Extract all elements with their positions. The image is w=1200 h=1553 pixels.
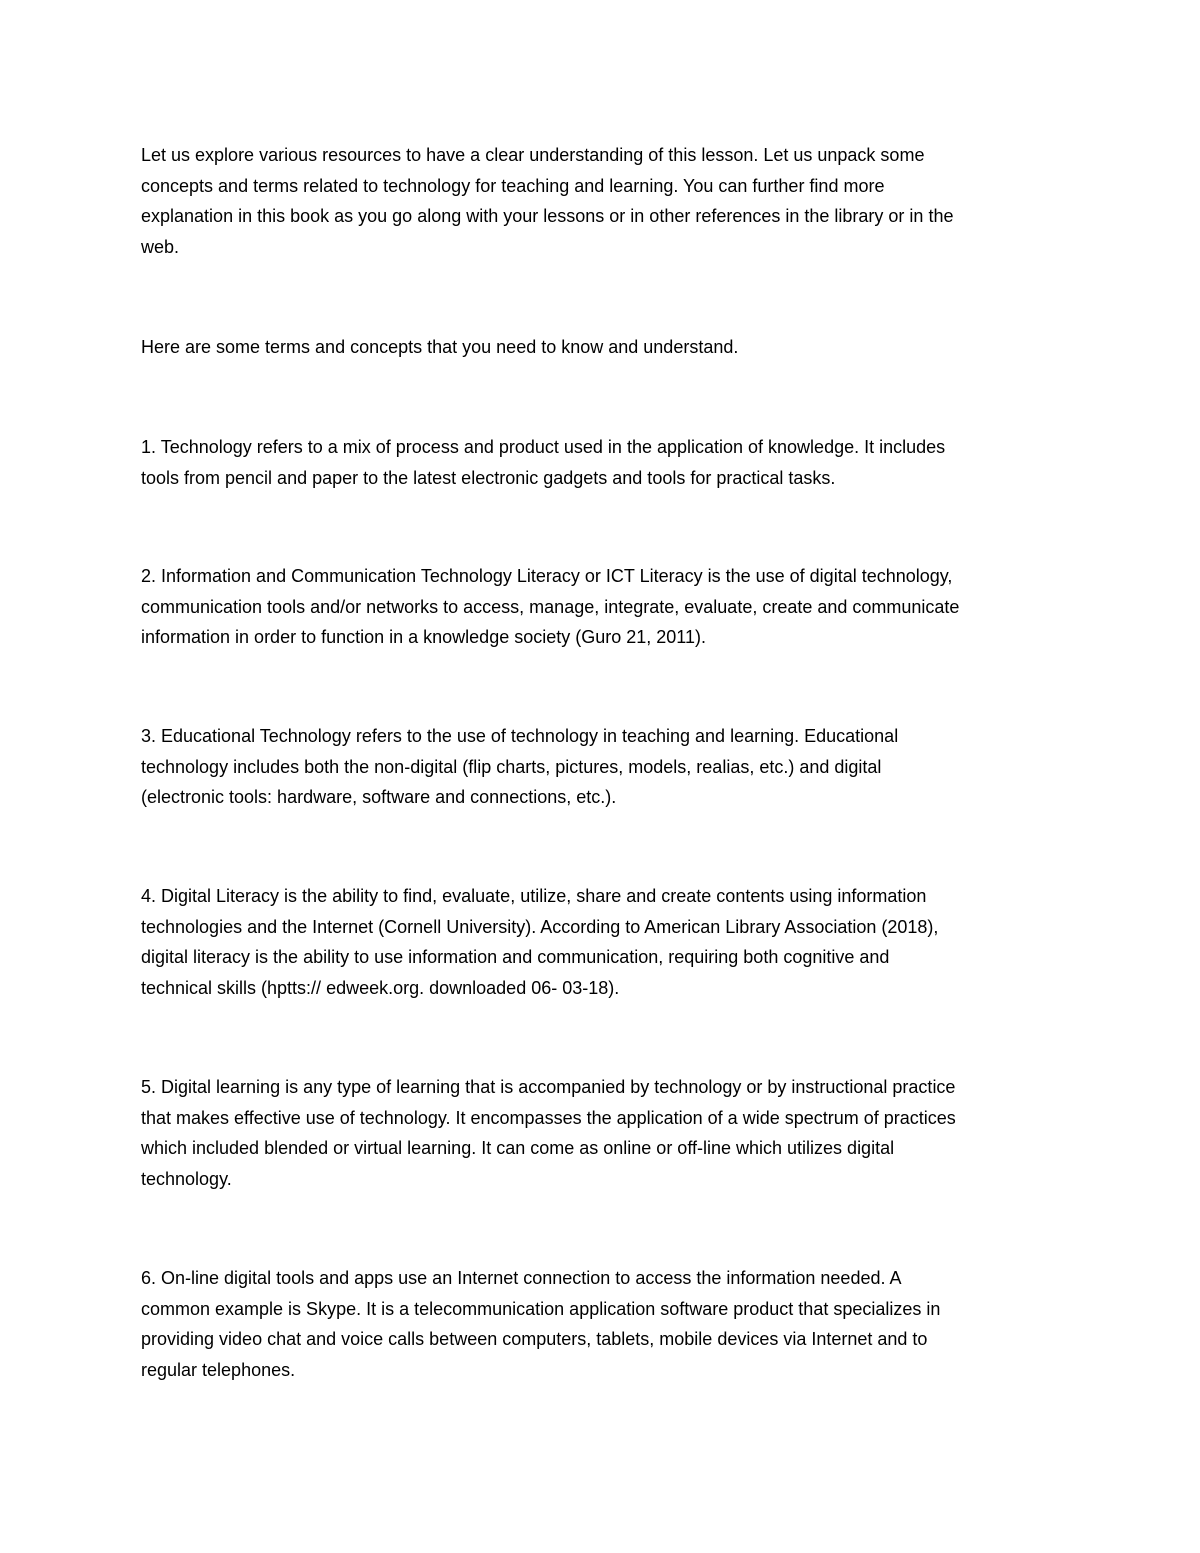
text-line: regular telephones. [141, 1359, 296, 1380]
text-line: technology includes both the non-digital (flip charts, pictures, models, realias, etc.) and digital [141, 756, 882, 777]
text-line: explanation in this book as you go along with your lessons or in other references in the library or in the [141, 206, 954, 226]
text-line: 6. On-line digital tools and apps use an Internet connection to access the information needed. A [141, 1268, 902, 1288]
text-line: common example is Skype. It is a telecommunication application software product that specializes in [141, 1298, 941, 1319]
text-line: 1. Technology refers to a mix of process and product used in the application of knowledge. It includes [141, 437, 946, 457]
intro-paragraph [141, 140, 1056, 262]
text-line: communication tools and/or networks to access, manage, integrate, evaluate, create and communicate [141, 596, 960, 617]
text-line: Here are some terms and concepts that you need to know and understand. [141, 337, 739, 357]
text-line: that makes effective use of technology. It encompasses the application of a wide spectrum of practices [141, 1107, 956, 1128]
term-online-digital-tools [141, 1263, 1056, 1385]
text-line: digital literacy is the ability to use information and communication, requiring both cognitive and [141, 947, 890, 967]
text-line: providing video chat and voice calls between computers, tablets, mobile devices via Internet and to [141, 1329, 928, 1349]
text-line: 3. Educational Technology refers to the use of technology in teaching and learning. Educational [141, 726, 899, 746]
text-line: Let us explore various resources to have a clear understanding of this lesson. Let us unpack some [141, 145, 925, 165]
text-line: information in order to function in a knowledge society (Guro 21, 2011). [141, 627, 706, 647]
term-ict-literacy [141, 561, 1056, 653]
text-line: web. [141, 236, 180, 257]
text-line: concepts and terms related to technology for teaching and learning. You can further find more [141, 175, 885, 196]
text-line: technical skills (hptts:// edweek.org. downloaded 06- 03-18). [141, 977, 620, 998]
text-line: tools from pencil and paper to the latest electronic gadgets and tools for practical tasks. [141, 467, 836, 488]
text-line: 4. Digital Literacy is the ability to find, evaluate, utilize, share and create contents using information [141, 886, 927, 906]
text-line: technology. [141, 1168, 232, 1189]
term-educational-technology [141, 721, 1056, 813]
lead-in-paragraph [141, 332, 1056, 363]
text-line: 2. Information and Communication Technology Literacy or ICT Literacy is the use of digital technology, [141, 566, 953, 586]
term-technology [141, 432, 1056, 493]
text-line: (electronic tools: hardware, software and connections, etc.). [141, 787, 617, 807]
term-digital-literacy [141, 881, 1056, 1003]
text-line: which included blended or virtual learning. It can come as online or off-line which utilizes digital [141, 1138, 895, 1158]
text-line: technologies and the Internet (Cornell University). According to American Library Association (2018), [141, 916, 939, 937]
term-digital-learning [141, 1072, 1056, 1194]
text-line: 5. Digital learning is any type of learning that is accompanied by technology or by instructional practice [141, 1077, 956, 1097]
